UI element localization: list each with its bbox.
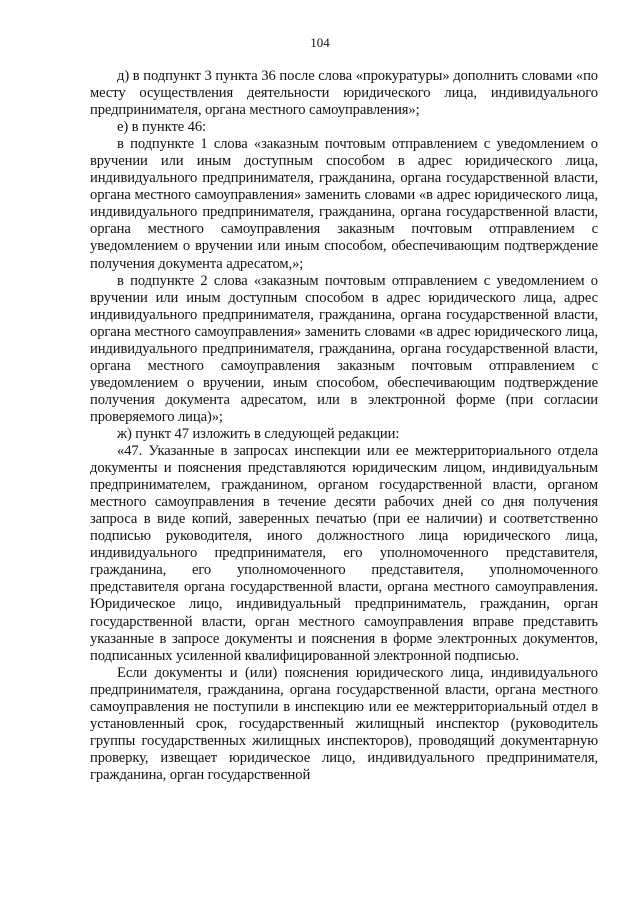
paragraph-subitem-2: в подпункте 2 слова «заказным почтовым отправлением с уведомлением о вручении или иным доступным способом в адрес юридического лица, адрес индивидуального предпринимателя, гражданина, органа государственной власти, органа местного самоуправления» заменить словами «в адрес юридического лица, индивидуального предпринимателя, гражданина, органа государственной власти, органа местного самоуправления заказным почтовым отправлением с уведомлением о вручении, иным способом, обеспечивающим подтверждение получения документа адресатом, или в электронной форме (при согласии проверяемого лица)»; (90, 272, 598, 425)
page-number: 104 (310, 35, 330, 50)
paragraph-continuation: Если документы и (или) пояснения юридического лица, индивидуального предпринимателя, гражданина, органа государственной власти, органа местного самоуправления не поступили в инспекцию или ее межтерриториальный отдел в установленный срок, государственный жилищный инспектор (руководитель группы государственных жилищных инспекторов), проводящий документарную проверку, извещает юридическое лицо, индивидуального предпринимателя, гражданина, орган государственной (90, 664, 598, 783)
document-body (90, 68, 598, 784)
paragraph-point-47: «47. Указанные в запросах инспекции или ее межтерриториального отдела документы и пояснения представляются юридическим лицом, индивидуальным предпринимателем, гражданином, органом государственной власти, органом местного самоуправления в течение десяти рабочих дней со дня получения запроса в виде копий, заверенных печатью (при ее наличии) и соответственно подписью руководителя, иного должностного лица юридического лица, индивидуального предпринимателя, его уполномоченного представителя, гражданина, его уполномоченного представителя, уполномоченного представителя органа государственной власти, органа местного самоуправления. Юридическое лицо, индивидуальный предприниматель, гражданин, орган государственной власти, орган местного самоуправления вправе представить указанные в запросе документы и пояснения в форме электронных документов, подписанных усиленной квалифицированной электронной подписью. (90, 443, 598, 664)
paragraph-item-d: д) в подпункт 3 пункта 36 после слова «прокуратуры» дополнить словами «по месту осуществления деятельности юридического лица, индивидуального предпринимателя, органа местного самоуправления»; (90, 68, 598, 119)
paragraph-item-e: е) в пункте 46: (117, 119, 206, 136)
paragraph-subitem-1: в подпункте 1 слова «заказным почтовым отправлением с уведомлением о вручении или иным доступным способом в адрес юридического лица, индивидуального предпринимателя, гражданина, органа государственной власти, органа местного самоуправления» заменить словами «в адрес юридического лица, индивидуального предпринимателя, гражданина, органа государственной власти, органа местного самоуправления заказным почтовым отправлением с уведомлением о вручении или иным способом, обеспечивающим подтверждение получения документа адресатом,»; (90, 136, 598, 272)
paragraph-item-zh: ж) пункт 47 изложить в следующей редакции: (117, 425, 400, 442)
